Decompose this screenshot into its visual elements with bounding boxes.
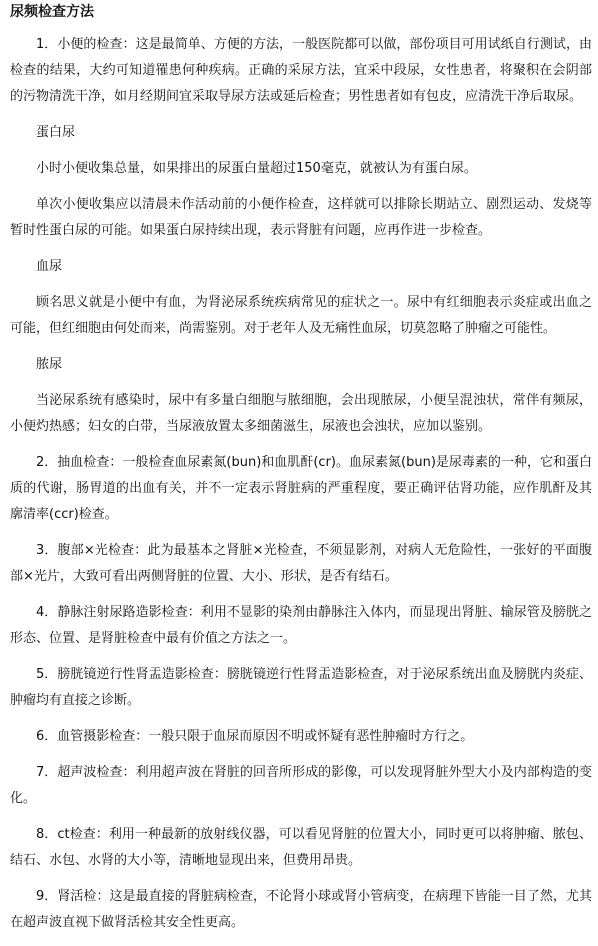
- paragraph-proteinuria-single: 单次小便收集应以清晨未作活动前的小便作检查，这样就可以排除长期站立、剧烈运动、发烧等暂时性蛋白尿的可能。如果蛋白尿持续出现，表示肾脏有问题，应再作进一步检查。: [10, 197, 592, 238]
- paragraph-hematuria: 顾名思义就是小便中有血，为肾泌尿系统疾病常见的症状之一。尿中有红细胞表示炎症或出血之可能，但红细胞由何处而来，尚需鉴别。对于老年人及无痛性血尿，切莫忽略了肿瘤之可能性。: [10, 295, 592, 336]
- subheading-proteinuria: 蛋白尿: [36, 125, 76, 140]
- paragraph-proteinuria-24h: 小时小便收集总量，如果排出的尿蛋白量超过150毫克，就被认为有蛋白尿。: [36, 161, 477, 176]
- subheading-hematuria: 血尿: [36, 259, 63, 274]
- page-title: 尿频检查方法: [10, 4, 94, 20]
- subheading-pyuria: 脓尿: [36, 357, 63, 372]
- paragraph-urine-test: 1．小便的检查：这是最简单、方便的方法，一般医院都可以做，部份项目可用试纸自行测试，由检查的结果，大约可知道罹患何种疾病。正确的采尿方法，宜采中段尿，女性患者，将聚积在会阴部的污物清洗干净，如月经期间宜采取导尿方法或延后检查；男性患者如有包皮，应清洗干净后取尿。: [10, 37, 592, 104]
- article: [10, 0, 592, 946]
- paragraph-blood-test: 2．抽血检查：一般检查血尿素氮(bun)和血肌酐(cr)。血尿素氮(bun)是尿毒素的一种，它和蛋白质的代谢，肠胃道的出血有关，并不一定表示肾脏病的严重程度，要正确评估肾功能，应作肌酐及其廓清率(ccr)检查。: [10, 455, 592, 522]
- paragraph-biopsy: 9．肾活检：这是最直接的肾脏病检查，不论肾小球或肾小管病变，在病理下皆能一目了然，尤其在超声波直视下做肾活检其安全性更高。: [10, 889, 592, 930]
- paragraph-pyuria: 当泌尿系统有感染时，尿中有多量白细胞与脓细胞，会出现脓尿，小便呈混浊状，常伴有频尿，小便灼热感；妇女的白带，当尿液放置太多细菌滋生，尿液也会浊状，应加以鉴别。: [10, 393, 592, 434]
- paragraph-iv-urography: 4．静脉注射尿路造影检查：利用不显影的染剂由静脉注入体内，而显现出肾脏、输尿管及膀胱之形态、位置、是肾脏检查中最有价值之方法之一。: [10, 605, 592, 646]
- paragraph-abdominal-xray: 3．腹部×光检查：此为最基本之肾脏×光检查，不须显影剂，对病人无危险性，一张好的平面腹部×光片，大致可看出两侧肾脏的位置、大小、形状，是否有结石。: [10, 543, 592, 584]
- paragraph-ct: 8．ct检查：利用一种最新的放射线仪器，可以看见肾脏的位置大小，同时更可以将肿瘤、脓包、结石、水包、水肾的大小等，清晰地显现出来，但费用昂贵。: [10, 827, 592, 868]
- paragraph-ultrasound: 7．超声波检查：利用超声波在肾脏的回音所形成的影像，可以发现肾脏外型大小及内部构造的变化。: [10, 765, 592, 806]
- paragraph-cystoscopy: 5．膀胱镜逆行性肾盂造影检查：膀胱镜逆行性肾盂造影检查，对于泌尿系统出血及膀胱内炎症、肿瘤均有直接之诊断。: [10, 667, 592, 708]
- paragraph-angiography: 6．血管摄影检查：一般只限于血尿而原因不明或怀疑有恶性肿瘤时方行之。: [36, 729, 474, 744]
